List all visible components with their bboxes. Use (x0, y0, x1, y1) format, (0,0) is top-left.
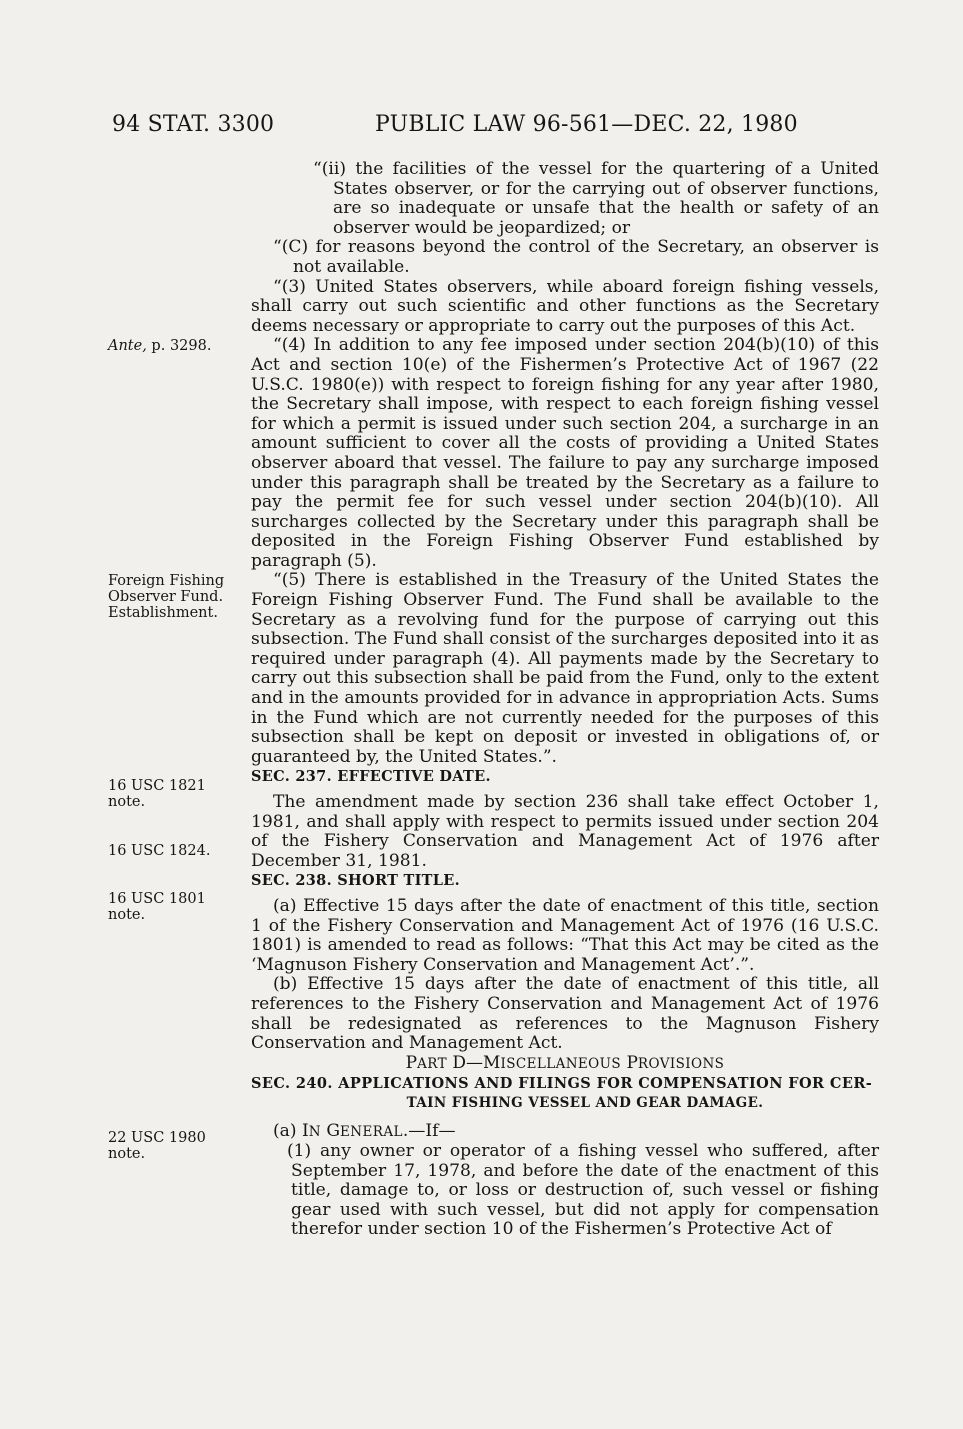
margin-note-observer-fund (108, 573, 238, 621)
paragraph-4: “(4) In addition to any fee imposed under section 204(b)(10) of this Act and section 10(e) of the Fishermen’s Protective Act of 1967 (22 U.S.C. 1980(e)) with respect to foreign fishing for any year after 1980, the Secretary shall impose, with respect to each foreign fishing vessel for which a permit is issued under such section 204, a surcharge in an amount sufficient to cover all the costs of providing a United States observer aboard that vessel. The failure to pay any surcharge imposed under this paragraph shall be treated by the Secretary as a failure to pay the permit fee for such vessel under section 204(b)(10). All surcharges collected by the Secretary under this paragraph shall be deposited in the Foreign Fishing Observer Fund established by paragraph (5). (251, 335, 879, 571)
margin-note-ante (108, 338, 238, 354)
margin-note-16usc1824 (108, 843, 238, 859)
section-240-a (251, 1122, 879, 1143)
margin-note-22usc1980 (108, 1130, 238, 1162)
page-title: PUBLIC LAW 96-561—DEC. 22, 1980 (375, 112, 798, 137)
margin-note-line: Observer Fund. (108, 589, 224, 605)
section-238-heading: SEC. 238. SHORT TITLE. (251, 872, 460, 890)
margin-note-line: note. (108, 1146, 146, 1162)
margin-note-line: note. (108, 907, 146, 923)
paragraph-ii: “(ii) the facilities of the vessel for the quartering of a United States observer, or for the carrying out of observer functions, are so inadequate or unsafe that the health or safety of an observer would be jeopardized; or (313, 159, 879, 238)
section-240-heading-line1: SEC. 240. APPLICATIONS AND FILINGS FOR COMPENSATION FOR CER- (251, 1075, 873, 1093)
page-stat-citation: 94 STAT. 3300 (112, 112, 275, 137)
section-237-text: The amendment made by section 236 shall take effect October 1, 1981, and shall apply with respect to permits issued under section 204 of the Fishery Conservation and Management Act of 1976 after December 31, 1981. (251, 792, 879, 871)
margin-note-line: note. (108, 794, 146, 810)
section-238-a: (a) Effective 15 days after the date of enactment of this title, section 1 of the Fishery Conservation and Management Act of 1976 (16 U.S.C. 1801) is amended to read as follows: “That this Act may be cited as the ‘Magnuson Fishery Conservation and Management Act’.”. (251, 895, 879, 975)
part-d-smallcaps: ART (417, 1055, 448, 1072)
section-240-a-smallcaps: ENERAL (340, 1123, 403, 1140)
section-240-a-suffix: .—If— (402, 1120, 456, 1141)
margin-note-line: 16 USC 1821 (108, 778, 206, 794)
section-240-a-1: (1) any owner or operator of a fishing vessel who suffered, after September 17, 1978, and before the date of the enactment of this title, damage to, or loss or destruction of, such vessel or fishing gear used with such vessel, but did not apply for compensation therefor under section 10 of the Fishermen’s Protective Act of (287, 1141, 879, 1240)
section-240-heading-line2: TAIN FISHING VESSEL AND GEAR DAMAGE. (406, 1094, 764, 1111)
part-d-smallcaps: ROVISIONS (637, 1055, 725, 1072)
section-237-heading: SEC. 237. EFFECTIVE DATE. (251, 768, 491, 786)
margin-note-line: Establishment. (108, 605, 218, 621)
section-240-a-prefix: (a) I (273, 1120, 309, 1141)
part-d-heading (251, 1054, 879, 1075)
part-d-letter: P (621, 1052, 638, 1073)
section-240-a-mid: G (320, 1120, 341, 1141)
paragraph-5: “(5) There is established in the Treasury of the United States the Foreign Fishing Observer Fund. The Fund shall be available to the Secretary as a revolving fund for the purpose of carrying out this subsection. The Fund shall consist of the surcharges deposited into it as required under paragraph (4). All payments made by the Secretary to carry out this subsection shall be paid from the Fund, only to the extent and in the amounts provided for in advance in appropriation Acts. Sums in the Fund which are not currently needed for the purposes of this subsection shall be kept on deposit or invested in obligations of, or guaranteed by, the United States.”. (251, 570, 879, 767)
section-238-b: (b) Effective 15 days after the date of enactment of this title, all references to the Fishery Conservation and Management Act of 1976 shall be redesignated as references to the Magnuson Fishery Conservation and Management Act. (251, 974, 879, 1054)
paragraph-3: “(3) United States observers, while aboard foreign fishing vessels, shall carry out such scientific and other functions as the Secretary deems necessary or appropriate to carry out the purposes of this Act. (251, 276, 879, 336)
part-d-smallcaps: ISCELLANEOUS (500, 1055, 622, 1072)
margin-note-ante-prefix: Ante, (108, 338, 147, 354)
margin-note-16usc1821 (108, 778, 238, 810)
section-240-a-smallcaps: N (308, 1123, 321, 1140)
part-d-letter: D—M (447, 1052, 501, 1073)
statute-text (251, 160, 879, 1240)
margin-note-line: 16 USC 1824. (108, 843, 211, 859)
margin-note-ante-rest: p. 3298. (146, 338, 212, 354)
margin-note-16usc1801 (108, 891, 238, 923)
paragraph-c: “(C) for reasons beyond the control of the Secretary, an observer is not available. (273, 237, 879, 277)
margin-note-line: 16 USC 1801 (108, 891, 206, 907)
margin-note-line: Foreign Fishing (108, 573, 225, 589)
part-d-letter: P (405, 1052, 418, 1073)
margin-note-line: 22 USC 1980 (108, 1130, 206, 1146)
